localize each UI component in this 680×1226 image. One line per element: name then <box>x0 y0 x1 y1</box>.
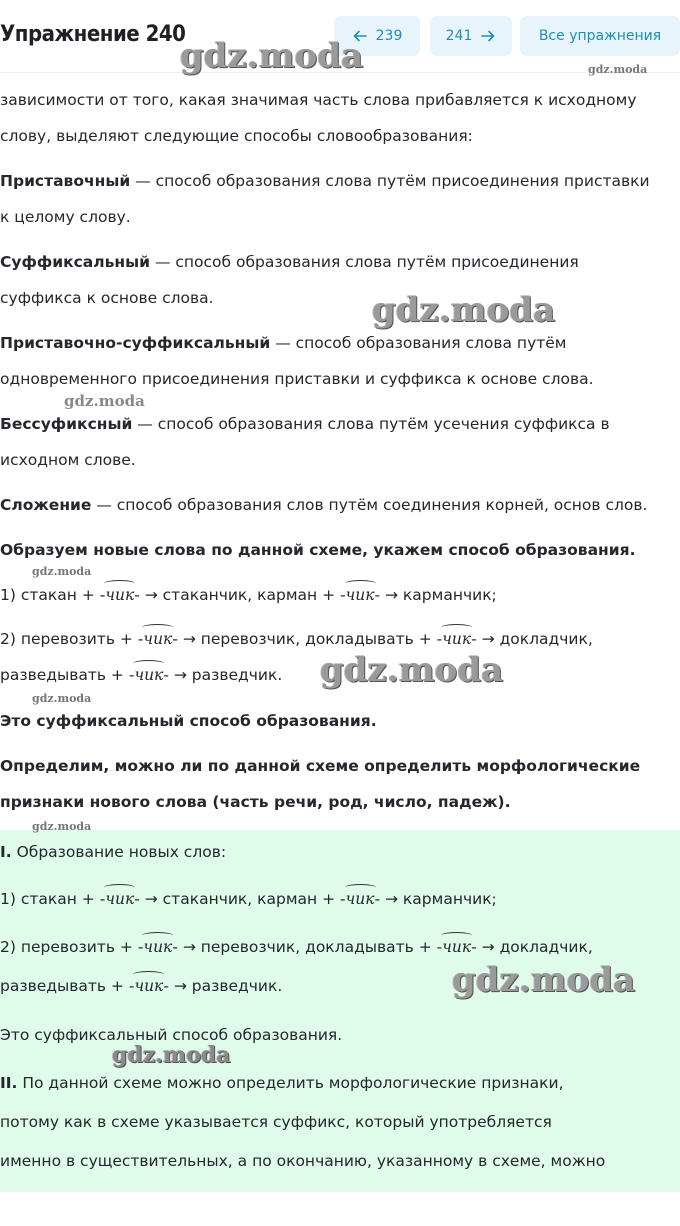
example-text: 2) перевозить + - <box>0 630 144 648</box>
watermark-logo: gdz.moda <box>64 392 145 410</box>
watermark-logo: gdz.moda <box>588 63 648 76</box>
term-compound: Сложение <box>0 496 92 514</box>
example-text: - → стаканчик, карман + - <box>134 890 346 908</box>
definition-prefix-suffix <box>0 333 567 353</box>
text-line: исходном слове. <box>0 451 136 469</box>
text-line: к целому слову. <box>0 208 131 226</box>
next-exercise-label: 241 <box>445 28 473 44</box>
definition-text: — способ образования слова путём присоединения приставки <box>130 172 650 190</box>
answer-example-3 <box>0 976 282 996</box>
watermark-logo: gdz.moda <box>372 290 556 330</box>
suffix-mark: чик <box>143 630 173 648</box>
example-text: - → карманчик; <box>374 890 497 908</box>
example-text: - → докладчик, <box>471 630 593 648</box>
example-text: 2) перевозить + - <box>0 938 144 956</box>
answer-text: именно в существительных, а по окончанию, указанному в схеме, можно <box>0 1152 606 1170</box>
suffix-mark: чик <box>105 890 135 908</box>
suffix-mark: чик <box>442 938 472 956</box>
definition-compound <box>0 495 647 515</box>
suffix-mark: чик <box>442 630 472 648</box>
answer-text: Образование новых слов: <box>11 843 227 861</box>
example-text: разведывать + - <box>0 977 135 995</box>
term-nonsuffix: Бессуфиксный <box>0 415 133 433</box>
answer-example-1 <box>0 889 497 909</box>
text-line: одновременного присоединения приставки и суффикса к основе слова. <box>0 370 594 388</box>
section-number: II. <box>0 1074 18 1092</box>
prev-exercise-label: 239 <box>375 28 403 44</box>
watermark-logo: gdz.moda <box>32 565 92 578</box>
watermark-logo: gdz.moda <box>320 650 504 690</box>
example-text: - → докладчик, <box>471 938 593 956</box>
example-text: разведывать + - <box>0 666 135 684</box>
example-text: - → разведчик. <box>163 977 283 995</box>
task-heading: Определим, можно ли по данной схеме определить морфологические <box>0 757 641 775</box>
suffix-mark: чик <box>143 938 173 956</box>
watermark-logo: gdz.moda <box>180 36 364 76</box>
example-text: - → перевозчик, докладывать + - <box>172 938 443 956</box>
section-number: I. <box>0 843 12 861</box>
term-prefix: Приставочный <box>0 172 131 190</box>
definition-prefix <box>0 171 650 191</box>
suffix-mark: чик <box>105 586 135 604</box>
answer-text: По данной схеме можно определить морфологические признаки, <box>17 1074 564 1092</box>
answer-heading-2 <box>0 1073 564 1093</box>
watermark-logo: gdz.moda <box>112 1042 231 1068</box>
suffix-mark: чик <box>345 586 375 604</box>
watermark-logo: gdz.moda <box>32 820 92 833</box>
answer-conclusion: Это суффиксальный способ образования. <box>0 1026 343 1044</box>
suffix-mark: чик <box>134 977 164 995</box>
text-line: зависимости от того, какая значимая часть слова прибавляется к исходному <box>0 91 637 109</box>
all-exercises-button[interactable]: Все упражнения <box>520 16 680 56</box>
text-line: слову, выделяют следующие способы словообразования: <box>0 127 473 145</box>
conclusion: Это суффиксальный способ образования. <box>0 712 377 730</box>
term-suffix: Суффиксальный <box>0 253 151 271</box>
example-text: - → стаканчик, карман + - <box>134 586 346 604</box>
example-text: 1) стакан + - <box>0 586 106 604</box>
suffix-mark: чик <box>134 666 164 684</box>
text-line: суффикса к основе слова. <box>0 289 214 307</box>
task-heading: признаки нового слова (часть речи, род, число, падеж). <box>0 793 511 811</box>
example-text: - → разведчик. <box>163 666 283 684</box>
task-heading: Образуем новые слова по данной схеме, укажем способ образования. <box>0 541 636 559</box>
suffix-mark: чик <box>345 890 375 908</box>
definition-text: — способ образования слов путём соединения корней, основ слов. <box>91 496 648 514</box>
definition-text: — способ образования слова путём присоединения <box>150 253 579 271</box>
arrow-right-icon <box>480 28 496 44</box>
example-line-1 <box>0 585 497 605</box>
example-text: - → перевозчик, докладывать + - <box>172 630 443 648</box>
page-title: Упражнение 240 <box>0 22 186 47</box>
answer-box <box>0 830 680 1192</box>
next-exercise-button[interactable] <box>430 16 512 56</box>
watermark-logo: gdz.moda <box>32 692 92 705</box>
definition-text: — способ образования слова путём усечения суффикса в <box>132 415 610 433</box>
definition-nonsuffix <box>0 414 610 434</box>
example-text: - → карманчик; <box>374 586 497 604</box>
definition-text: — способ образования слова путём <box>270 334 567 352</box>
term-prefix-suffix: Приставочно-суффиксальный <box>0 334 271 352</box>
definition-suffix <box>0 252 579 272</box>
example-line-3 <box>0 665 282 685</box>
answer-heading-1 <box>0 842 226 862</box>
example-text: 1) стакан + - <box>0 890 106 908</box>
answer-text: потому как в схеме указывается суффикс, который употребляется <box>0 1113 552 1131</box>
example-line-2 <box>0 629 593 649</box>
answer-example-2 <box>0 937 593 957</box>
watermark-logo: gdz.moda <box>452 960 636 1000</box>
